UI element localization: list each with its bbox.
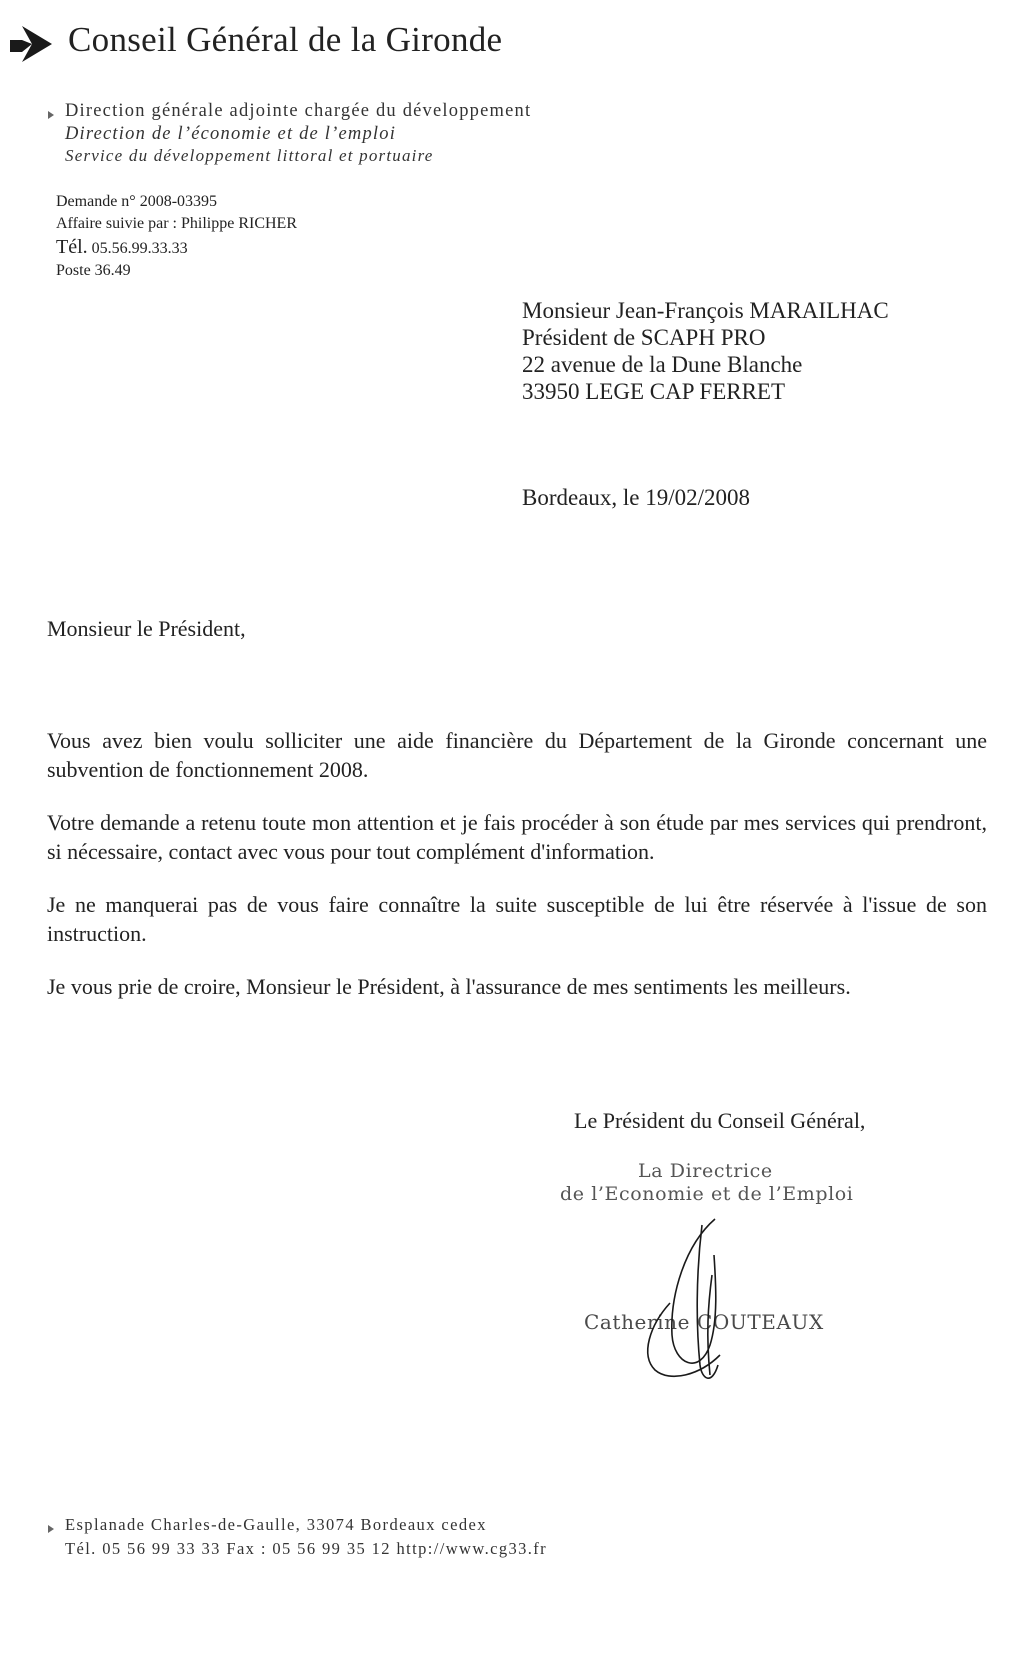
service-line: Service du développement littoral et portuaire: [65, 146, 434, 165]
followed-by: Affaire suivie par : Philippe RICHER: [56, 215, 297, 232]
extension-number: Poste 36.49: [56, 262, 131, 279]
organization-title: Conseil Général de la Gironde: [68, 20, 503, 59]
recipient-street: 22 avenue de la Dune Blanche: [522, 352, 803, 377]
footer-address: Esplanade Charles-de-Gaulle, 33074 Bordeaux cedex: [65, 1515, 487, 1534]
telephone-label: Tél.: [56, 236, 88, 258]
footer-bullet-icon: [48, 1525, 54, 1533]
recipient-title: Président de SCAPH PRO: [522, 325, 766, 350]
request-number: Demande n° 2008-03395: [56, 193, 218, 210]
direction-line: Direction de l’économie et de l’emploi: [65, 124, 397, 144]
telephone-number: 05.56.99.33.33: [91, 240, 188, 257]
paragraph-study: Votre demande a retenu toute mon attention et je fais procéder à son étude par mes services qui prendront, si nécessaire, contact avec vous pour tout complément d'information.: [47, 810, 987, 864]
paragraph-followup: Je ne manquerai pas de vous faire connaître la suite susceptible de lui être réservée à l'issue de son instruction.: [47, 892, 987, 946]
paragraph-closing: Je vous prie de croire, Monsieur le Président, à l'assurance de mes sentiments les meilleurs.: [47, 974, 851, 999]
department-line: Direction générale adjointe chargée du développement: [65, 101, 532, 121]
gironde-logo-icon: [8, 18, 56, 70]
salutation: Monsieur le Président,: [47, 616, 246, 641]
stamp-line-director: La Directrice: [638, 1160, 773, 1182]
paragraph-request: Vous avez bien voulu solliciter une aide financière du Département de la Gironde concernant une subvention de fonctionnement 2008.: [47, 728, 987, 782]
stamp-line-department: de l’Economie et de l’Emploi: [560, 1183, 854, 1205]
recipient-city: 33950 LEGE CAP FERRET: [522, 379, 786, 404]
bullet-icon: [48, 111, 54, 119]
handwritten-signature-icon: [630, 1215, 770, 1390]
signature-title: Le Président du Conseil Général,: [574, 1108, 866, 1133]
recipient-name: Monsieur Jean-François MARAILHAC: [522, 298, 889, 323]
footer-contacts: Tél. 05 56 99 33 33 Fax : 05 56 99 35 12 http://www.cg33.fr: [65, 1539, 548, 1558]
date-line: Bordeaux, le 19/02/2008: [522, 485, 751, 510]
telephone-line: [56, 236, 188, 259]
signatory-name: Catherine COUTEAUX: [584, 1310, 824, 1334]
